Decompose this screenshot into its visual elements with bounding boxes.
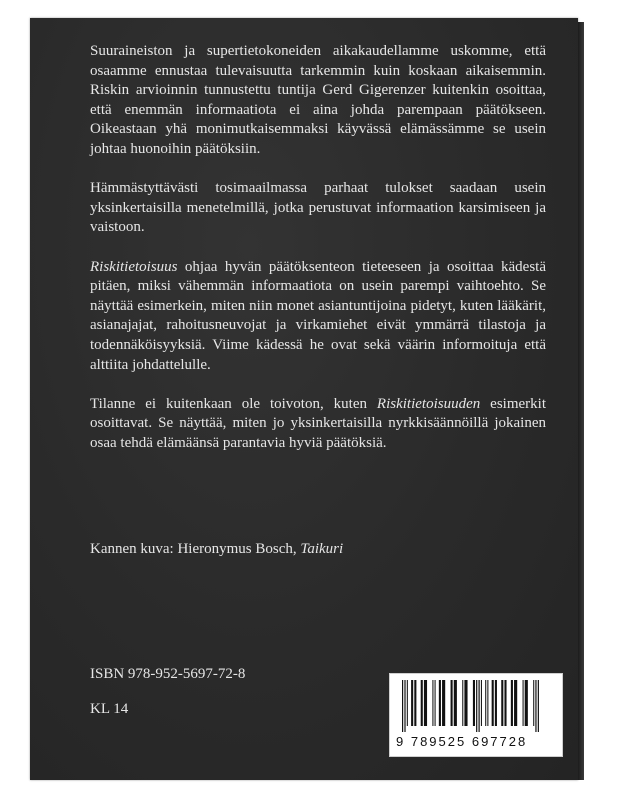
barcode-bar: [414, 680, 416, 726]
barcode-bar: [454, 680, 457, 726]
book-title-genitive-italic: Riskitietoisuuden: [376, 395, 481, 412]
credit-work-title: Taikuri: [300, 541, 344, 557]
barcode-bar: [473, 680, 475, 726]
book-title-italic: Riskitietoisuus: [90, 258, 178, 275]
barcode-bar: [404, 680, 405, 732]
barcode-bar: [535, 680, 536, 732]
barcode-digits: 9 789525 697728: [396, 734, 528, 749]
blurb-text: [90, 42, 546, 473]
barcode-bar: [451, 680, 453, 726]
barcode-bar: [481, 680, 482, 726]
blurb-paragraph-1: [90, 42, 546, 160]
blurb-paragraph-2: [90, 179, 546, 238]
barcode-bar: [442, 680, 445, 726]
barcode: [389, 673, 563, 757]
barcode-bar: [476, 680, 477, 732]
barcode-bar: [462, 680, 463, 726]
barcode-bar: [439, 680, 441, 726]
barcode-bar: [504, 680, 506, 726]
barcode-bar: [492, 680, 494, 726]
barcode-bar: [432, 680, 433, 726]
barcode-bar: [525, 680, 528, 726]
barcode-bar: [538, 680, 539, 732]
cover-edge: [578, 22, 584, 780]
barcode-bar: [407, 680, 408, 726]
barcode-bar: [421, 680, 423, 726]
book-back-cover: [30, 18, 578, 780]
credit-label: Kannen kuva: Hieronymus Bosch,: [90, 541, 301, 557]
library-class: KL 14: [90, 701, 129, 717]
blurb-paragraph-1-text: Suuraineiston ja supertietokoneiden aikakaudellamme uskomme, että osaamme ennustaa tulevaisuutta tarkemmin kuin koskaan aikaisemmin. Riskin arvioinnin tunnustettu tuntija Gerd Gigerenzer kuitenkin osoittaa, että enemmän informaatiota ei aina johda parempaan päätökseen. Oikeastaan yhä monimutkaisemmaksi käyvässä elämässämme se usein johtaa huonoihin päätöksiin.: [90, 43, 546, 157]
barcode-bar: [501, 680, 503, 726]
barcode-bar: [424, 680, 427, 726]
barcode-bar: [479, 680, 480, 732]
barcode-bar: [514, 680, 517, 726]
barcode-bar: [411, 680, 413, 726]
blurb-paragraph-3: [90, 258, 546, 376]
barcode-bar: [485, 680, 486, 726]
barcode-bar: [523, 680, 524, 726]
cover-image-credit: [90, 541, 343, 558]
isbn-number: ISBN 978-952-5697-72-8: [90, 666, 246, 682]
barcode-bars: [400, 680, 552, 732]
barcode-bar: [487, 680, 488, 726]
blurb-paragraph-2-text: Hämmästyttävästi tosimaailmassa parhaat tulokset saadaan usein yksinkertaisilla menetelmillä, jotka perustuvat informaation karsimiseen ja vaistoon.: [90, 180, 546, 236]
barcode-bar: [533, 680, 534, 726]
barcode-bar: [464, 680, 467, 726]
blurb-paragraph-4-text-b: esimerkit osoittavat. Se näyttää, miten jo yksinkertaisilla nyrkkisäännöillä jokainen osaa tehdä elämäänsä parantavia hyviä päätöksiä.: [90, 395, 546, 451]
blurb-paragraph-3-text: ohjaa hyvän päätöksenteon tieteeseen ja osoittaa kädestä pitäen, miksi vähemmän informaatiota on usein parempi vaihtoehto. Se näyttää esimerkein, miten niin monet asiantuntijoina pidetyt, kuten lääkärit, asianajajat, rahoitusneuvojat ja virkamiehet eivät ymmärrä tilastoja ja todennäköisyyksiä. Viime kädessä he ovat sekä väärin informoituja että alttiita johdattelulle.: [90, 258, 546, 373]
barcode-bar: [402, 680, 403, 732]
barcode-bar: [435, 680, 436, 726]
barcode-bar: [495, 680, 497, 726]
blurb-paragraph-4-text-a: Tilanne ei kuitenkaan ole toivoton, kuten: [90, 395, 377, 412]
blurb-paragraph-4: [90, 395, 546, 454]
barcode-bar: [511, 680, 513, 726]
